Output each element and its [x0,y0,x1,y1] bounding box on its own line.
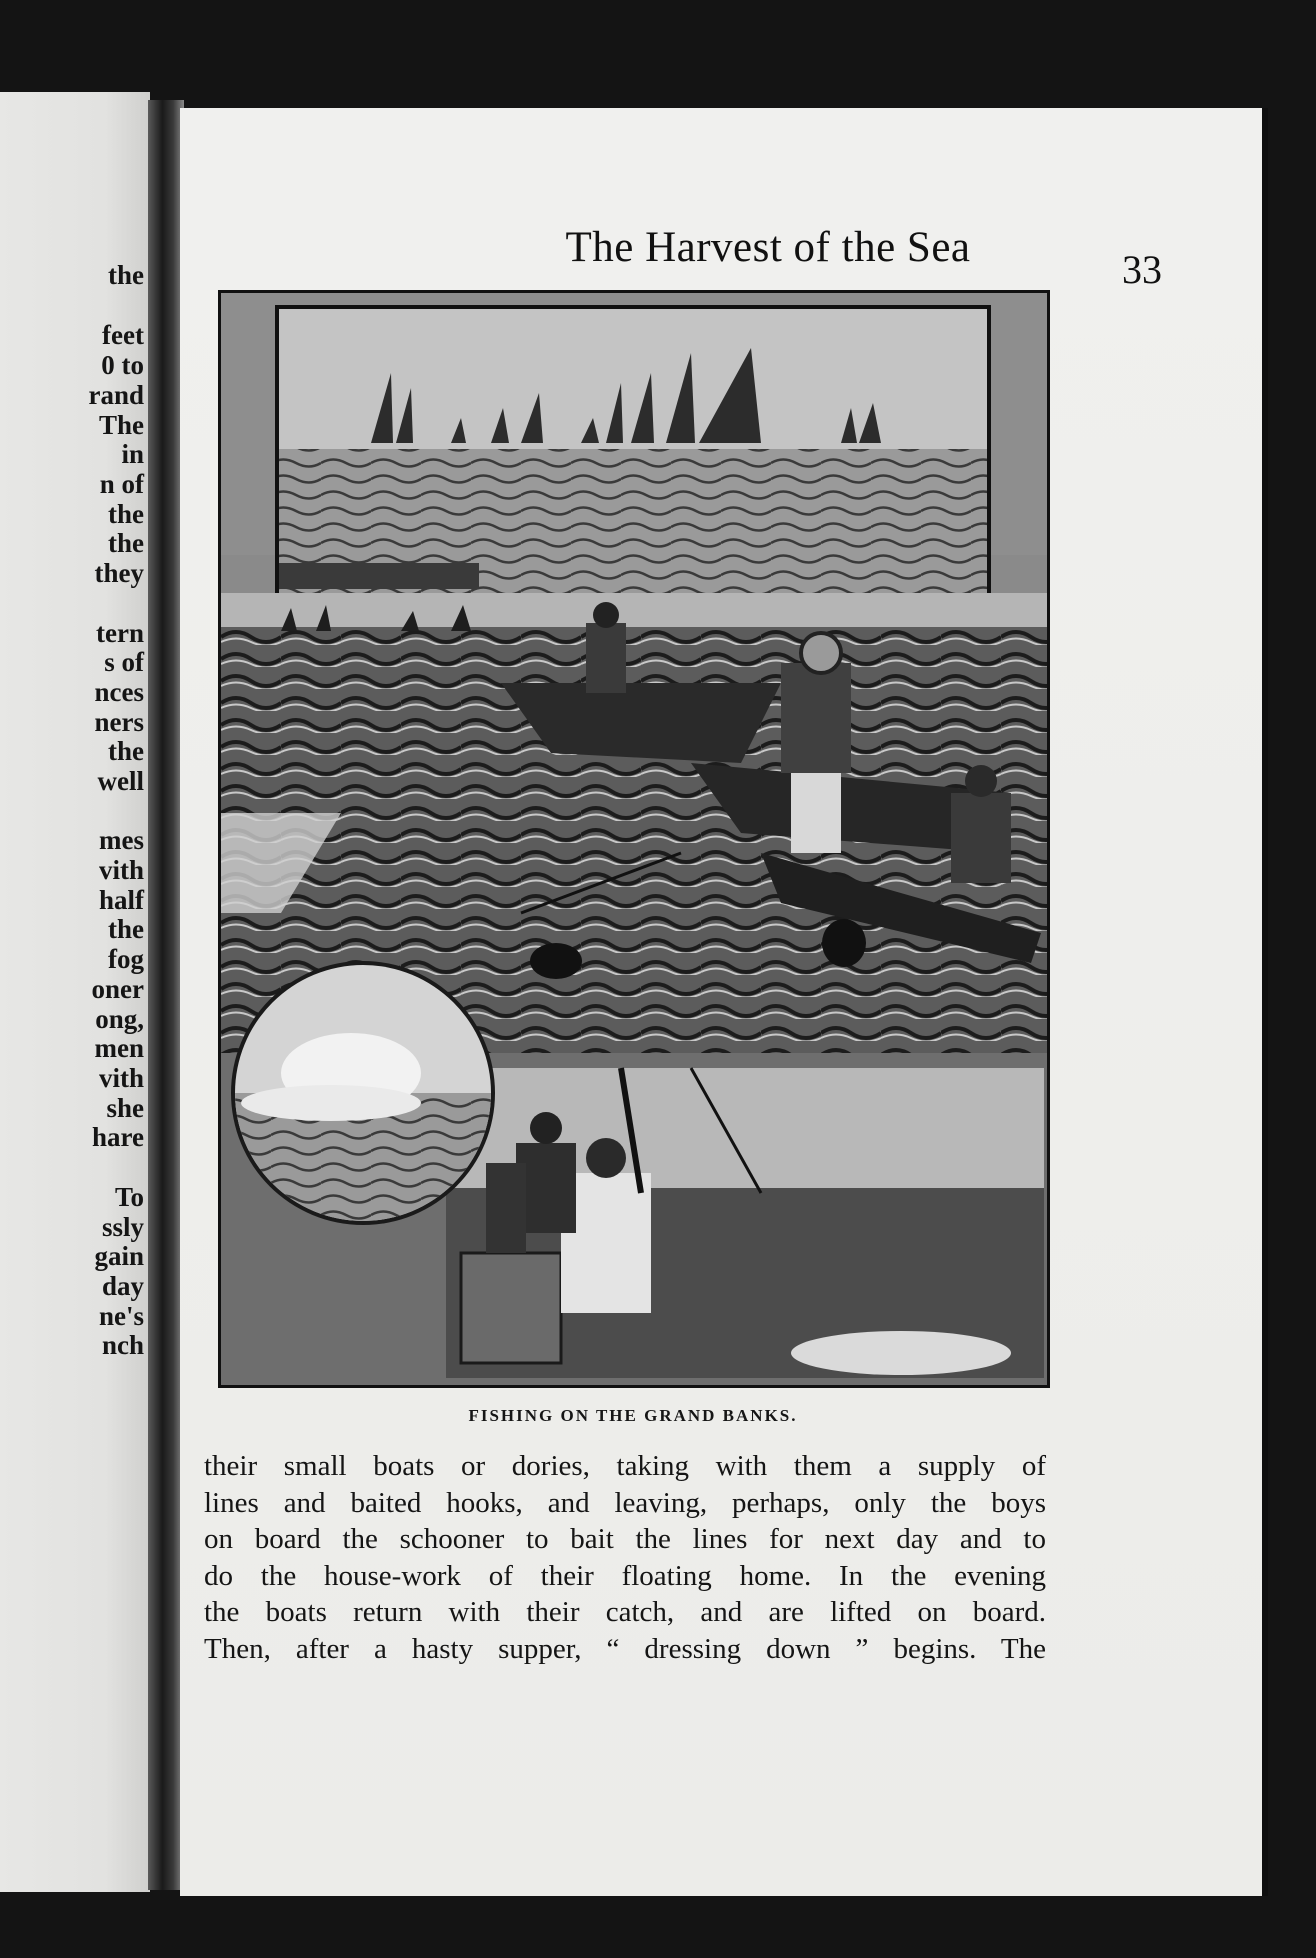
left-line-end: oner [91,974,144,1004]
page-number: 33 [1122,247,1162,292]
fishing-illustration [221,293,1047,1385]
schooner-fleet-panel [221,293,1047,595]
illustration-plate [218,290,1050,1388]
left-line-end: well [97,766,144,796]
left-line-end: n of [99,469,144,499]
left-line-end: the [108,914,144,944]
book-binding-gutter [148,100,184,1890]
left-line-end: ong, [95,1004,144,1034]
left-line-end: in [121,439,144,469]
right-page [180,108,1268,1896]
left-line-end: the [108,260,144,290]
running-head-title: The Harvest of the Sea [565,224,971,271]
left-line-end: she [106,1093,144,1123]
left-line-end: fog [108,944,144,974]
left-line-end: nch [101,1330,144,1360]
left-line-end: s of [104,647,144,677]
left-line-end: the [108,736,144,766]
left-line-end: the [108,499,144,529]
left-line-end: To [114,1182,144,1212]
left-page-fragment [0,92,150,1892]
illustration-caption: FISHING ON THE GRAND BANKS. [468,1406,798,1425]
left-line-end: ners [94,707,144,737]
left-line-end: day [101,1271,144,1301]
left-line-end: gain [94,1241,144,1271]
left-line-end: half [98,885,144,915]
left-line-end: 0 to [101,350,144,380]
left-line-end: rand [88,380,144,410]
body-line: lines and baited hooks, and leaving, perhaps, only the boys [204,1486,1046,1519]
body-line: their small boats or dories, taking with them a supply of [204,1450,1046,1482]
left-line-end: the [108,528,144,558]
left-line-end: feet [102,320,144,350]
left-line-end: hare [92,1122,144,1152]
left-line-end: ne's [98,1301,144,1331]
left-line-end: The [98,410,144,440]
left-line-end: ssly [101,1212,144,1242]
left-line-end: vith [98,1063,144,1093]
body-paragraph [204,1448,1046,1667]
body-line: Then, after a hasty supper, “ dressing down ” begins. The [204,1632,1046,1665]
left-line-end: they [94,558,144,588]
body-line: on board the schooner to bait the lines for next day and to [204,1523,1046,1555]
left-line-end: vith [98,855,144,885]
left-line-end: men [94,1033,144,1063]
left-line-end: nces [94,677,144,707]
left-line-end: mes [99,825,144,855]
left-line-end: tern [96,618,144,648]
body-line: do the house-work of their floating home. In the evening [204,1559,1046,1592]
body-line: the boats return with their catch, and are lifted on board. [204,1596,1046,1628]
